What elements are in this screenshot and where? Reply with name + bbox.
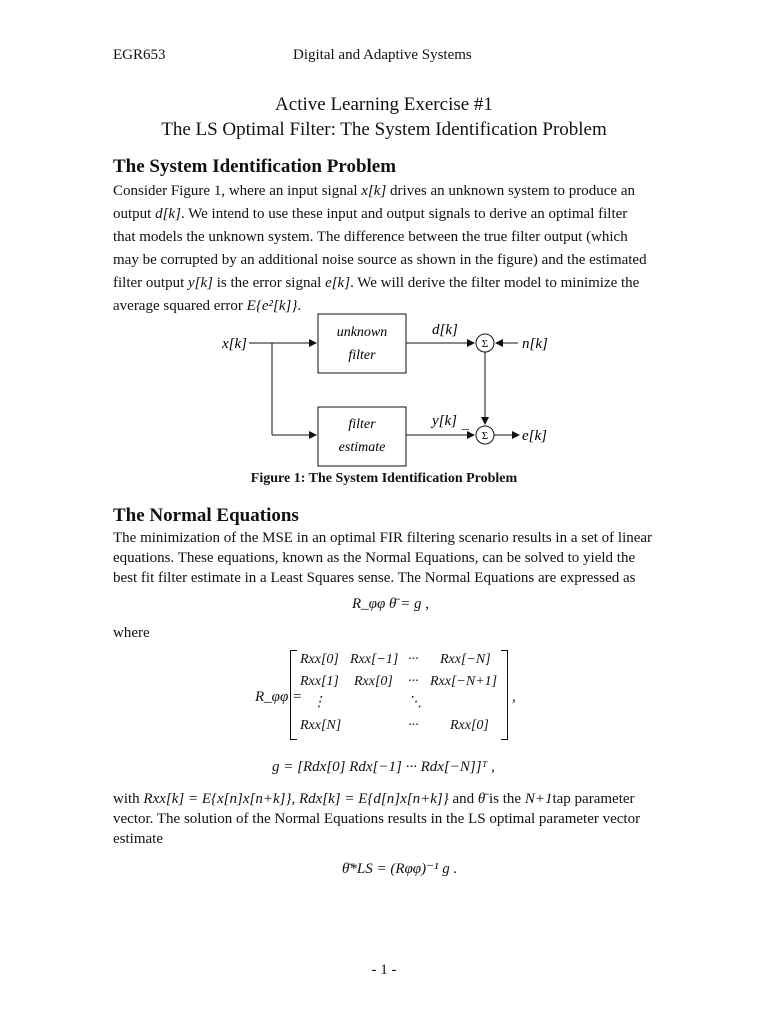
matrix-comma: , — [512, 689, 516, 705]
fig-nk: n[k] — [522, 336, 548, 352]
g-definition: g = [Rdx[0] Rdx[−1] ··· Rdx[−N]]ᵀ , — [272, 759, 495, 775]
unknown-filter-box — [318, 314, 406, 373]
matrix-cell: Rxx[−N] — [440, 652, 491, 667]
page-number: - 1 - — [371, 962, 397, 978]
symbol-ek: e[k] — [325, 275, 351, 291]
figure-caption: Figure 1: The System Identification Problem — [250, 471, 518, 486]
where-label: where — [113, 625, 150, 641]
header-course: EGR653 — [113, 47, 166, 63]
section2-continuation: with Rxx[k] = E{x[n]x[n+k]}, Rdx[k] = E{d[n]x[n+k]} and θ̄ is the N+1tap parameter vector. The solution of the Normal Equations results in the LS optimal parameter vector estimate — [113, 791, 641, 847]
rpp-label: R_φφ = — [255, 689, 303, 705]
matrix-cell: Rxx[−1] — [350, 652, 399, 667]
matrix-bracket-right — [501, 650, 508, 740]
symbol-xk: x[k] — [361, 183, 387, 199]
fig-dk: d[k] — [432, 322, 458, 338]
filter-estimate-box — [318, 407, 406, 466]
rdx-definition: Rdx[k] = E{d[n]x[n+k]} — [298, 791, 449, 807]
sigma-bottom: Σ — [481, 430, 489, 442]
fig-minus: _ — [462, 417, 469, 432]
matrix-bracket-left — [290, 650, 297, 740]
sigma-top: Σ — [481, 338, 489, 350]
matrix-cell: Rxx[0] — [300, 652, 339, 667]
fig-xk: x[k] — [222, 336, 247, 352]
section-heading-normal-eq: The Normal Equations — [113, 505, 299, 526]
section2-paragraph: The minimization of the MSE in an optimal FIR filtering scenario results in a set of linear equations. These equations, known as the Normal Equations, can be solved to yield the best fit filter estimate in a Least Squares sense. The Normal Equations are expressed as — [113, 530, 653, 586]
symbol-dk: d[k] — [155, 206, 181, 222]
symbol-e2k: {e²[k]} — [255, 298, 298, 314]
matrix-cell: ··· — [408, 718, 419, 733]
symbol-yk: y[k] — [188, 275, 213, 291]
matrix-cell: Rxx[0] — [354, 674, 393, 689]
matrix-cell: Rxx[−N+1] — [430, 674, 498, 689]
n-plus-1: N+1 — [524, 791, 553, 807]
matrix-cell: Rxx[1] — [300, 674, 339, 689]
fig-ek: e[k] — [522, 428, 547, 444]
estimate-label-2: estimate — [338, 440, 386, 455]
matrix-cell: Rxx[0] — [450, 718, 489, 733]
header-subject: Digital and Adaptive Systems — [293, 47, 472, 63]
estimate-label-1: filter — [348, 417, 376, 432]
title-line-2: The LS Optimal Filter: The System Identification Problem — [161, 119, 607, 140]
matrix-cell: ··· — [408, 674, 419, 689]
ls-solution-equation: θ̄*LS = (Rφφ)⁻¹ g . — [342, 861, 458, 877]
autocorrelation-matrix — [290, 650, 508, 740]
section-heading-system-id: The System Identification Problem — [113, 156, 397, 177]
rxx-definition: Rxx[k] = E{x[n]x[n+k]}, — [143, 791, 296, 807]
matrix-cell: Rxx[N] — [300, 718, 342, 733]
filter-label: filter — [348, 348, 376, 363]
unknown-label: unknown — [336, 325, 388, 340]
fig-yk: y[k] — [432, 413, 457, 429]
title-line-1: Active Learning Exercise #1 — [275, 94, 493, 115]
matrix-cell: ··· — [408, 652, 419, 667]
normal-equation: R_φφ θ̄ = g , — [352, 596, 429, 612]
theta-symbol: θ̄ — [477, 791, 486, 807]
section1-paragraph: Consider Figure 1, where an input signal x[k] drives an unknown system to produce an output d[k]. We intend to use these input and output signals to derive an optimal filter that models the unknown system. The difference between the true filter output (which may be corrupted by an additional noise source as shown in the figure) and the estimated filter output y[k] is the error signal e[k]. We will derive the filter model to minimize the average squared error E{e²[k]}. — [113, 183, 647, 314]
matrix-cell: ⋱ — [408, 695, 422, 710]
matrix-cell: ⋮ — [312, 695, 326, 710]
